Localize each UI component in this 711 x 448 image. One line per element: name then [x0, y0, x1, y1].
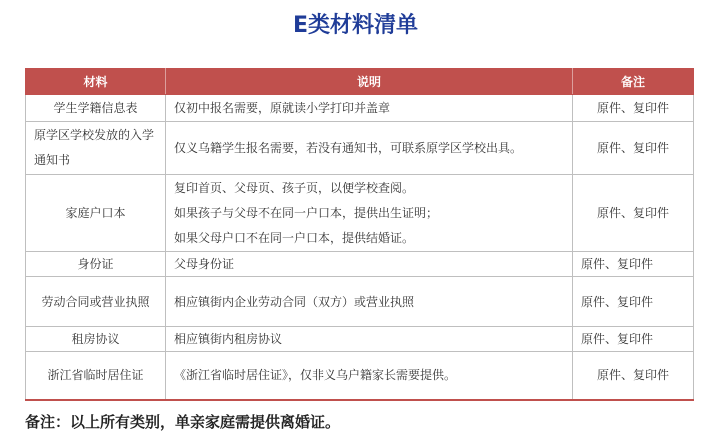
table-header-row — [26, 69, 694, 95]
materials-table — [25, 68, 694, 401]
header-material: 材料 — [26, 69, 166, 95]
description-cell — [166, 175, 573, 252]
header-note: 备注 — [573, 69, 694, 95]
material-cell: 学生学籍信息表 — [26, 95, 166, 122]
table-row — [26, 252, 694, 277]
description-cell: 仅初中报名需要，原就读小学打印并盖章 — [166, 95, 573, 122]
material-cell: 原学区学校发放的入学通知书 — [26, 122, 166, 175]
table-row — [26, 327, 694, 352]
page-title: E类材料清单 — [292, 13, 419, 38]
header-description: 说明 — [166, 69, 573, 95]
description-cell: 相应镇街内租房协议 — [166, 327, 573, 352]
description-line: 如果父母户口不在同一户口本，提供结婚证。 — [174, 230, 415, 245]
footer-note: 备注：以上所有类别，单亲家庭需提供离婚证。 — [25, 413, 341, 431]
material-cell: 劳动合同或营业执照 — [26, 277, 166, 327]
note-cell: 原件、复印件 — [573, 122, 694, 175]
description-cell: 仅义乌籍学生报名需要，若没有通知书，可联系原学区学校出具。 — [166, 122, 573, 175]
description-cell: 父母身份证 — [166, 252, 573, 277]
note-cell: 原件、复印件 — [573, 277, 694, 327]
note-cell: 原件、复印件 — [573, 175, 694, 252]
table-row — [26, 175, 694, 252]
table-row — [26, 352, 694, 400]
note-cell: 原件、复印件 — [573, 252, 694, 277]
material-cell: 租房协议 — [26, 327, 166, 352]
description-line: 复印首页、父母页、孩子页，以便学校查阅。 — [174, 180, 415, 195]
material-cell: 家庭户口本 — [26, 175, 166, 252]
note-cell: 原件、复印件 — [573, 352, 694, 400]
description-cell: 相应镇街内企业劳动合同（双方）或营业执照 — [166, 277, 573, 327]
table-row — [26, 95, 694, 122]
description-cell: 《浙江省临时居住证》，仅非义乌户籍家长需要提供。 — [166, 352, 573, 400]
table-row — [26, 122, 694, 175]
note-cell: 原件、复印件 — [573, 95, 694, 122]
table-row — [26, 277, 694, 327]
material-cell: 身份证 — [26, 252, 166, 277]
note-cell: 原件、复印件 — [573, 327, 694, 352]
material-cell: 浙江省临时居住证 — [26, 352, 166, 400]
description-line: 如果孩子与父母不在同一户口本，提供出生证明； — [174, 205, 439, 220]
